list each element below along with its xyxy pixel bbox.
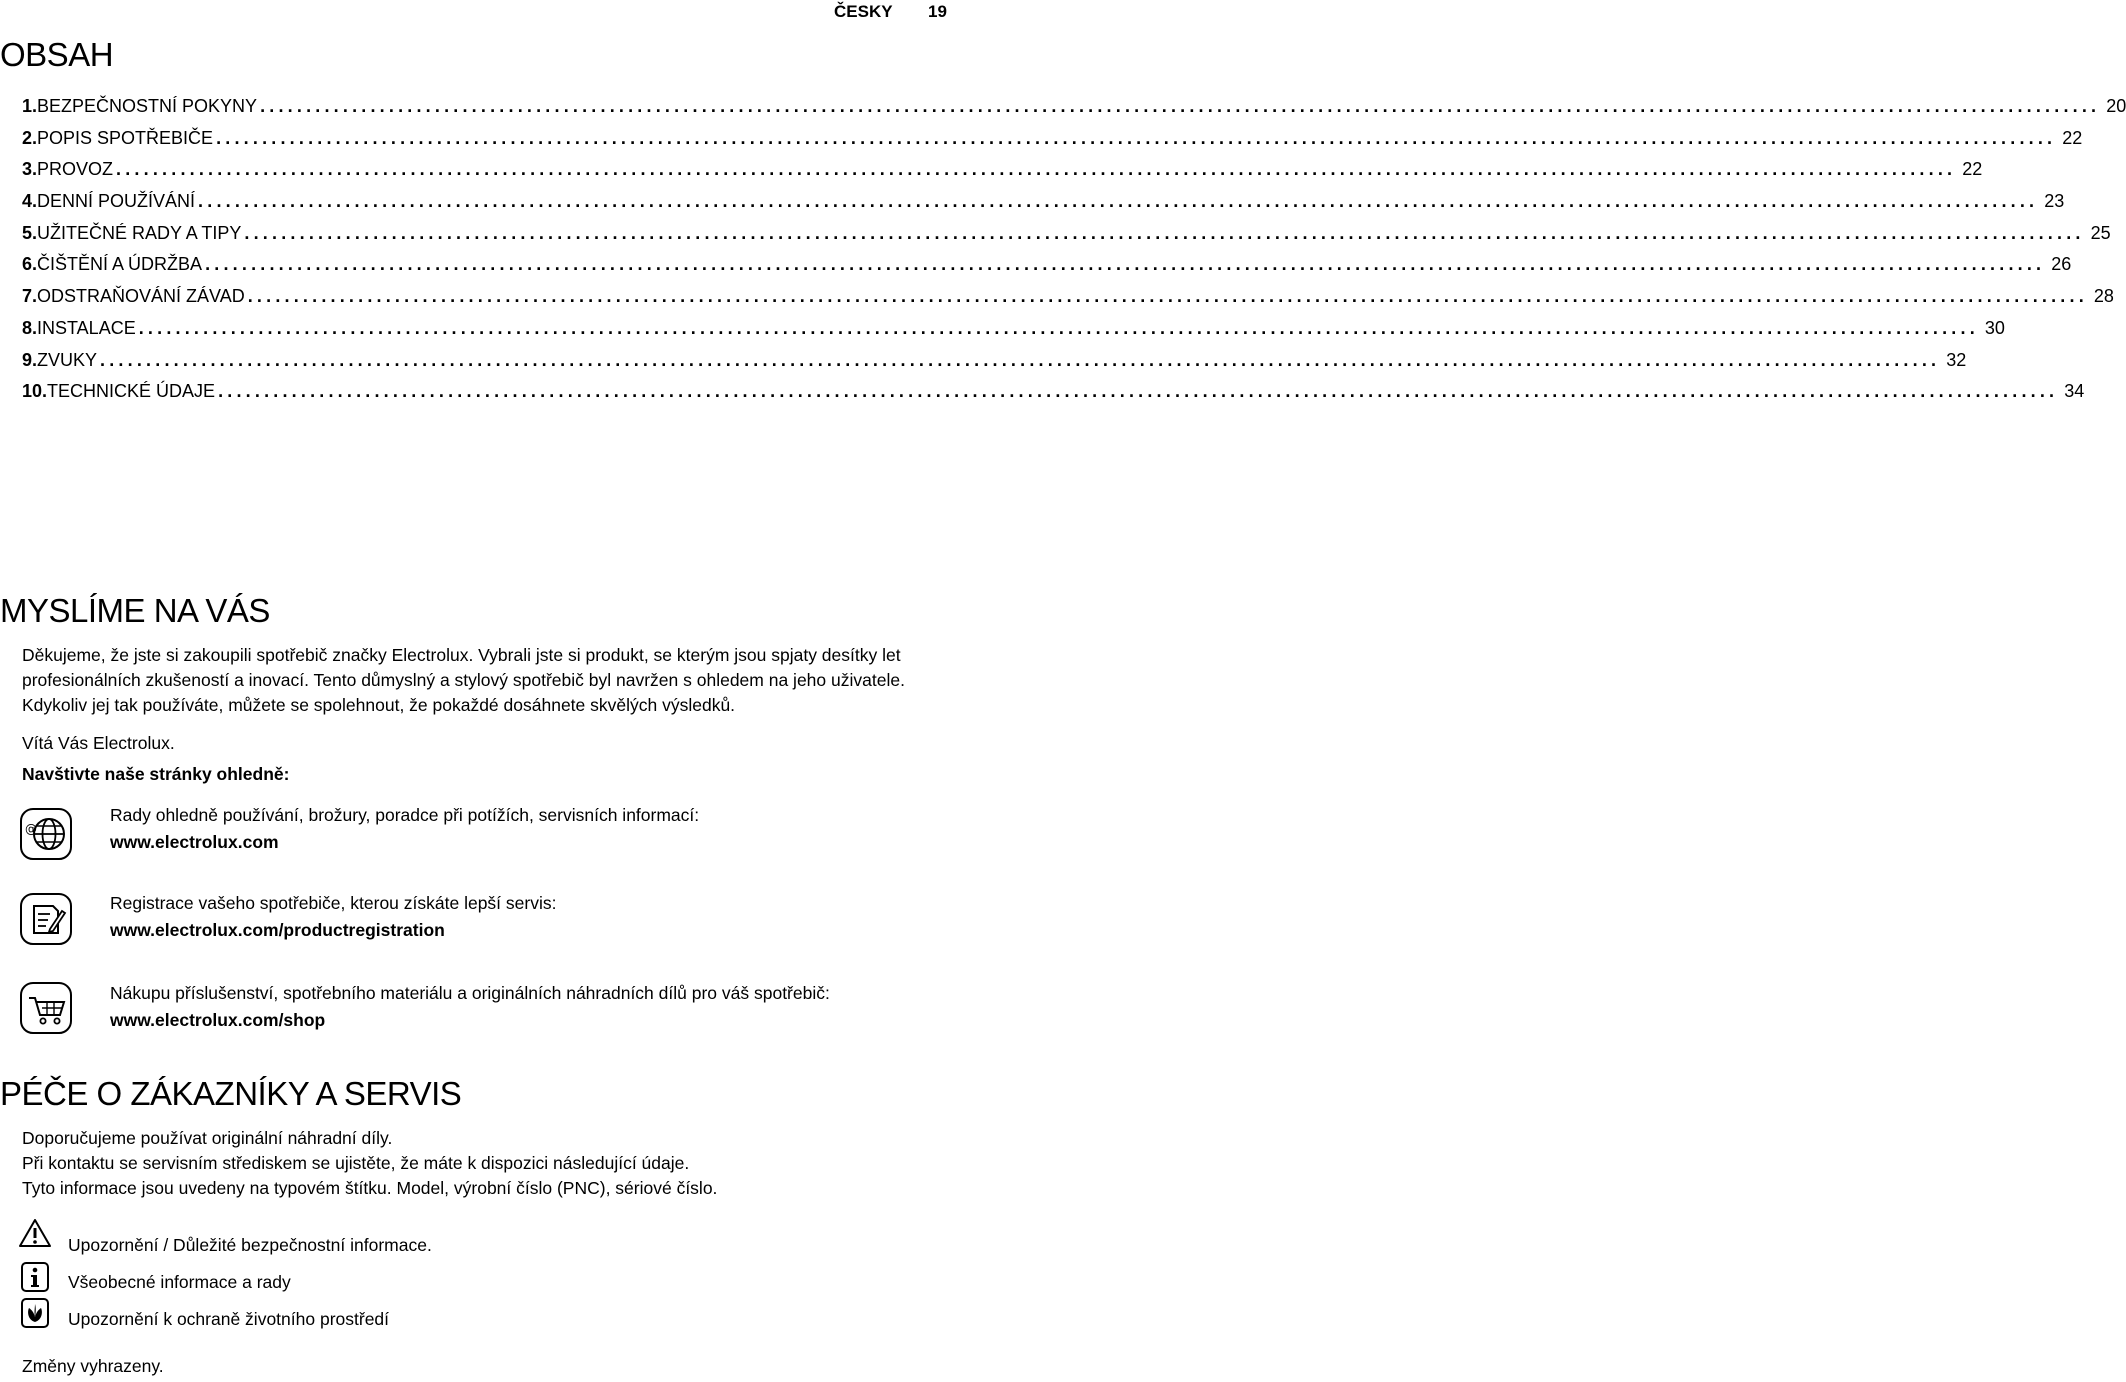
legend-info-text: Všeobecné informace a rady [68,1272,291,1292]
toc-page-number: 34 [2064,381,2085,402]
registration-icon [20,893,72,945]
toc-number: 8. [22,317,38,338]
toc-label: UŽITEČNÉ RADY A TIPY [37,222,242,243]
toc-entry[interactable] [22,159,1983,191]
toc-number: 10. [22,381,48,402]
toc-entry[interactable] [22,317,2005,350]
link-url[interactable]: www.electrolux.com [110,832,279,852]
care-paragraph [22,1126,957,1201]
svg-text:@: @ [25,822,37,836]
link-url[interactable]: www.electrolux.com/productregistration [110,920,445,940]
legend-environment-text: Upozornění k ochraně životního prostředí [68,1309,390,1329]
toc-page-number: 32 [1946,349,1967,370]
toc-label: TECHNICKÉ ÚDAJE [47,381,216,402]
toc-page-number: 25 [2090,222,2111,243]
toc-label: POPIS SPOTŘEBIČE [37,127,214,148]
toc-number: 2. [22,127,38,148]
toc-entry[interactable] [22,381,2085,413]
toc-entry[interactable] [22,286,2114,318]
toc-label: INSTALACE [37,317,136,338]
toc-page-number: 22 [2062,127,2083,148]
care-line: Doporučujeme používat originální náhradní díly. [22,1128,393,1148]
welcome-text: Vítá Vás Electrolux. [22,733,175,753]
toc-number: 4. [22,191,38,212]
toc-leader-dots: ........................................................................................................................................................................................................ [205,254,2046,275]
toc-leader-dots: ........................................................................................................................................................................................................ [100,349,1941,370]
toc-number: 1. [22,96,38,116]
toc-page-number: 23 [2044,191,2065,212]
toc-label: BEZPEČNOSTNÍ POKYNY [37,96,258,116]
website-link-registration [110,890,556,944]
shopping-cart-icon [20,982,72,1034]
language-label: ČESKY [834,2,893,21]
toc-number: 3. [22,159,38,180]
warning-icon [18,1218,52,1248]
toc-label: ODSTRAŇOVÁNÍ ZÁVAD [37,286,245,307]
toc-label: ZVUKY [37,349,98,370]
toc-number: 7. [22,286,38,307]
toc-entry[interactable] [22,349,1967,382]
toc-page-number: 30 [1984,317,2005,338]
globe-icon [20,808,72,860]
toc-page-number: 20 [2106,96,2126,116]
toc-entry[interactable] [22,127,2083,160]
visit-label: Navštivte naše stránky ohledně: [22,764,290,784]
toc-entry[interactable] [22,222,2111,255]
toc-number: 6. [22,254,38,275]
toc-leader-dots: ........................................................................................................................................................................................................ [198,191,2039,212]
care-line: Tyto informace jsou uvedeny na typovém štítku. Model, výrobní číslo (PNC), sériové číslo. [22,1178,718,1198]
care-line: Při kontaktu se servisním střediskem se ujistěte, že máte k dispozici následující údaje. [22,1153,690,1173]
page-number: 19 [928,2,947,21]
toc-label: PROVOZ [37,159,114,180]
intro-paragraph: Děkujeme, že jste si zakoupili spotřebič značky Electrolux. Vybrali jste si produkt, se kterým jsou spjaty desítky let profesionálních zkušeností a inovací. Tento důmyslný a stylový spotřebič byl navržen s ohledem na jeho uživatele. Kdykoliv jej tak používáte, můžete se spolehnout, že pokaždé dosáhnete skvělých výsledků. [22,645,905,715]
toc-leader-dots: ........................................................................................................................................................................................................ [260,96,2101,116]
toc-label: ČIŠTĚNÍ A ÚDRŽBA [37,254,203,275]
link-url[interactable]: www.electrolux.com/shop [110,1010,326,1030]
legend-warning-text: Upozornění / Důležité bezpečnostní informace. [68,1235,432,1255]
toc-entry[interactable] [22,96,2126,128]
section-title-thinking: MYSLÍME NA VÁS [0,592,270,629]
environment-icon [18,1298,52,1328]
toc-number: 9. [22,349,38,370]
toc-page-number: 22 [1962,159,1983,180]
toc-number: 5. [22,222,38,243]
section-title-care: PÉČE O ZÁKAZNÍKY A SERVIS [0,1075,462,1112]
toc-leader-dots: ........................................................................................................................................................................................................ [138,317,1979,338]
toc-leader-dots: ........................................................................................................................................................................................................ [218,381,2059,402]
toc-title: OBSAH [0,36,114,73]
link-description: Rady ohledně používání, brožury, poradce při potížích, servisních informací: [110,805,700,825]
toc-leader-dots: ........................................................................................................................................................................................................ [247,286,2088,307]
toc-leader-dots: ........................................................................................................................................................................................................ [244,222,2085,243]
toc-label: DENNÍ POUŽÍVÁNÍ [37,191,196,212]
toc-leader-dots: ........................................................................................................................................................................................................ [116,159,1957,180]
link-description: Nákupu příslušenství, spotřebního materiálu a originálních náhradních dílů pro váš spotřebič: [110,983,830,1003]
toc-page-number: 26 [2051,254,2072,275]
info-icon [18,1262,52,1292]
website-link-shop [110,980,830,1034]
footer-note: Změny vyhrazeny. [22,1356,164,1376]
toc-entry[interactable] [22,254,2072,286]
toc-entry[interactable] [22,191,2065,223]
table-of-contents [22,96,2126,413]
toc-leader-dots: ........................................................................................................................................................................................................ [216,127,2057,148]
website-link-info [110,802,699,856]
link-description: Registrace vašeho spotřebiče, kterou získáte lepší servis: [110,893,557,913]
toc-page-number: 28 [2093,286,2114,307]
